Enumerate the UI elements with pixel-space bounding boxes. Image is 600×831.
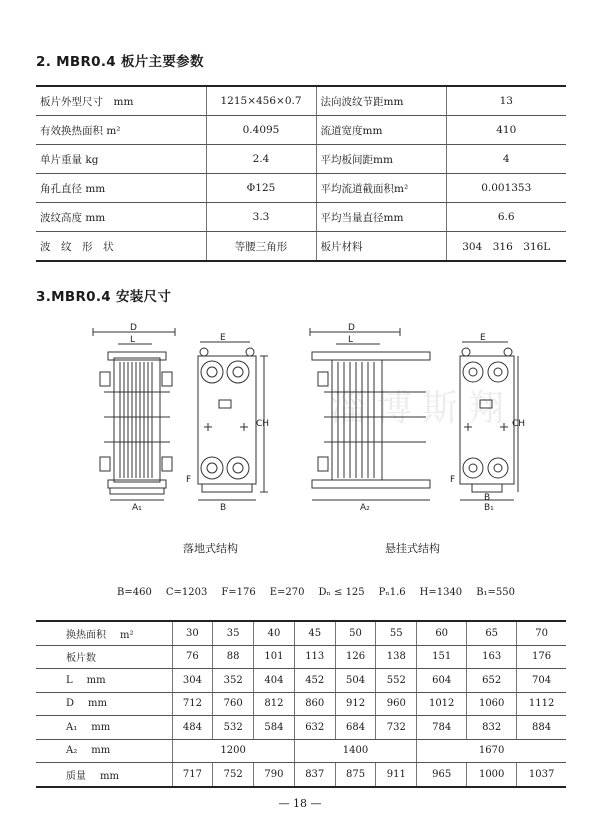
section-3-title: 3.MBR0.4 安装尺寸 (36, 289, 172, 305)
size-cell: 45 (294, 621, 335, 645)
dimension-params (117, 587, 529, 598)
param-value: 304 316 316L (462, 240, 551, 253)
size-cell: 717 (172, 763, 213, 787)
size-cell: 752 (213, 763, 254, 787)
size-cell: 1112 (517, 692, 566, 716)
size-cell: 304 (172, 669, 213, 693)
size-cell: 875 (335, 763, 376, 787)
size-cell: 504 (335, 669, 376, 693)
label-l-right: L (348, 335, 354, 345)
size-row-label (36, 739, 172, 763)
param-value: 13 (446, 86, 566, 116)
size-cell: 812 (254, 692, 295, 716)
size-row (36, 716, 566, 740)
size-cell: 832 (467, 716, 517, 740)
label-ch-right: CH (512, 419, 526, 429)
size-row-label (36, 692, 172, 716)
param-value: 2.4 (206, 145, 316, 174)
size-group-cell: 1200 (172, 739, 294, 763)
installation-drawing (80, 322, 526, 513)
label-e-right: E (480, 333, 486, 343)
label-ch-left: CH (256, 419, 270, 429)
param-label: 平均当量直径mm (316, 203, 446, 232)
size-cell: 88 (213, 645, 254, 669)
size-row (36, 763, 566, 787)
dim-param: Dₙ ≤ 125 (318, 587, 365, 598)
dim-param: C=1203 (165, 587, 208, 598)
size-cell: 584 (254, 716, 295, 740)
size-row-label (36, 763, 172, 787)
size-cell: 604 (417, 669, 467, 693)
dim-param: B=460 (117, 587, 152, 598)
size-cell: 55 (376, 621, 417, 645)
size-row-label (36, 645, 172, 669)
size-cell: 552 (376, 669, 417, 693)
row-label-text: 板片数 (66, 653, 96, 665)
size-cell: 126 (335, 645, 376, 669)
hanging-front-view (310, 328, 430, 500)
param-row (36, 174, 566, 203)
size-cell: 65 (467, 621, 517, 645)
size-cell: 790 (254, 763, 295, 787)
size-group-cell: 1670 (417, 739, 566, 763)
label-d-left: D (130, 323, 137, 333)
size-table (36, 620, 566, 788)
label-b1: B₁ (484, 503, 494, 513)
size-cell: 837 (294, 763, 335, 787)
size-cell: 760 (213, 692, 254, 716)
param-label: 波 纹 形 状 (36, 232, 206, 262)
param-value: 4 (446, 145, 566, 174)
param-row (36, 145, 566, 174)
plate-params-table (36, 85, 566, 262)
dim-param: Pₙ1.6 (378, 587, 406, 598)
row-label-text: 质量 (66, 770, 86, 782)
size-cell: 76 (172, 645, 213, 669)
size-row-label (36, 716, 172, 740)
label-b-left: B (220, 503, 227, 513)
label-b-right: B (484, 493, 491, 503)
param-value: 6.6 (446, 203, 566, 232)
row-unit: mm (91, 721, 111, 733)
page-number: — 18 — (278, 797, 322, 810)
size-row (36, 692, 566, 716)
size-cell: 163 (467, 645, 517, 669)
row-label-text: 换热面积 (66, 629, 106, 641)
row-unit: mm (86, 674, 106, 686)
size-cell: 1060 (467, 692, 517, 716)
size-cell: 30 (172, 621, 213, 645)
param-value: 0.001353 (446, 174, 566, 203)
dim-param: B₁=550 (476, 587, 516, 598)
size-cell: 404 (254, 669, 295, 693)
label-a2: A₂ (360, 503, 370, 513)
label-d-right: D (348, 323, 355, 333)
param-value: 等腰三角形 (206, 232, 316, 262)
param-label: 有效换热面积 m² (36, 116, 206, 145)
size-cell: 452 (294, 669, 335, 693)
size-cell: 532 (213, 716, 254, 740)
size-cell: 1012 (417, 692, 467, 716)
param-label: 平均流道截面积m² (316, 174, 446, 203)
dim-param: E=270 (269, 587, 305, 598)
size-cell: 113 (294, 645, 335, 669)
size-cell: 732 (376, 716, 417, 740)
size-cell: 101 (254, 645, 295, 669)
size-cell: 784 (417, 716, 467, 740)
hanging-side-view (460, 342, 518, 500)
param-label: 单片重量 kg (36, 145, 206, 174)
size-cell: 60 (417, 621, 467, 645)
label-e-left: E (220, 333, 226, 343)
caption-hanging: 悬挂式结构 (385, 542, 440, 555)
param-label: 角孔直径 mm (36, 174, 206, 203)
size-cell: 960 (376, 692, 417, 716)
row-label-text: D (66, 698, 75, 710)
watermark: 淄博斯翔 (330, 388, 515, 429)
size-cell: 176 (517, 645, 566, 669)
param-row (36, 116, 566, 145)
size-cell: 1037 (528, 768, 555, 780)
param-value: Φ125 (206, 174, 316, 203)
size-cell: 1000 (467, 763, 517, 787)
param-label: 法向波纹节距mm (316, 86, 446, 116)
param-value: 0.4095 (206, 116, 316, 145)
size-cell: 484 (172, 716, 213, 740)
section-2-title: 2. MBR0.4 板片主要参数 (36, 54, 204, 70)
size-cell: 35 (213, 621, 254, 645)
dim-param: H=1340 (419, 587, 463, 598)
label-l-left: L (130, 335, 136, 345)
label-a1: A₁ (132, 503, 142, 513)
param-value: 410 (446, 116, 566, 145)
param-value: 1215×456×0.7 (206, 86, 316, 116)
size-row (36, 645, 566, 669)
size-cell: 652 (467, 669, 517, 693)
size-cell: 912 (335, 692, 376, 716)
param-row (36, 203, 566, 232)
param-value: 3.3 (206, 203, 316, 232)
param-label: 波纹高度 mm (36, 203, 206, 232)
param-label: 流道宽度mm (316, 116, 446, 145)
size-cell: 50 (335, 621, 376, 645)
size-cell: 352 (213, 669, 254, 693)
row-unit: m² (120, 629, 134, 641)
row-unit: mm (88, 698, 107, 710)
size-cell: 911 (376, 763, 417, 787)
size-cell: 40 (254, 621, 295, 645)
size-row-label (36, 669, 172, 693)
row-unit: mm (91, 745, 111, 757)
size-cell: 884 (517, 716, 566, 740)
size-cell: 712 (172, 692, 213, 716)
size-group-cell: 1400 (294, 739, 416, 763)
label-f-left: F (186, 475, 192, 485)
row-label-text: L (66, 674, 73, 686)
size-row (36, 739, 566, 763)
param-label: 板片材料 (316, 232, 446, 262)
param-row (36, 86, 566, 116)
size-row-label (36, 621, 172, 645)
row-label-text: A₁ (66, 721, 78, 733)
row-unit: mm (100, 770, 119, 782)
row-label-text: A₂ (66, 745, 78, 757)
param-row (36, 232, 566, 262)
size-row (36, 621, 566, 645)
size-cell: 151 (417, 645, 467, 669)
size-cell: 632 (294, 716, 335, 740)
size-cell: 138 (376, 645, 417, 669)
size-cell: 704 (517, 669, 566, 693)
size-row (36, 669, 566, 693)
dim-param: F=176 (221, 587, 256, 598)
size-cell: 965 (417, 763, 467, 787)
floor-front-view (93, 328, 175, 500)
size-cell: 860 (294, 692, 335, 716)
caption-floor: 落地式结构 (183, 542, 238, 555)
label-f-right: F (450, 475, 456, 485)
param-label: 平均板间距mm (316, 145, 446, 174)
size-cell: 684 (335, 716, 376, 740)
size-cell: 70 (517, 621, 566, 645)
param-label: 板片外型尺寸 mm (36, 86, 206, 116)
